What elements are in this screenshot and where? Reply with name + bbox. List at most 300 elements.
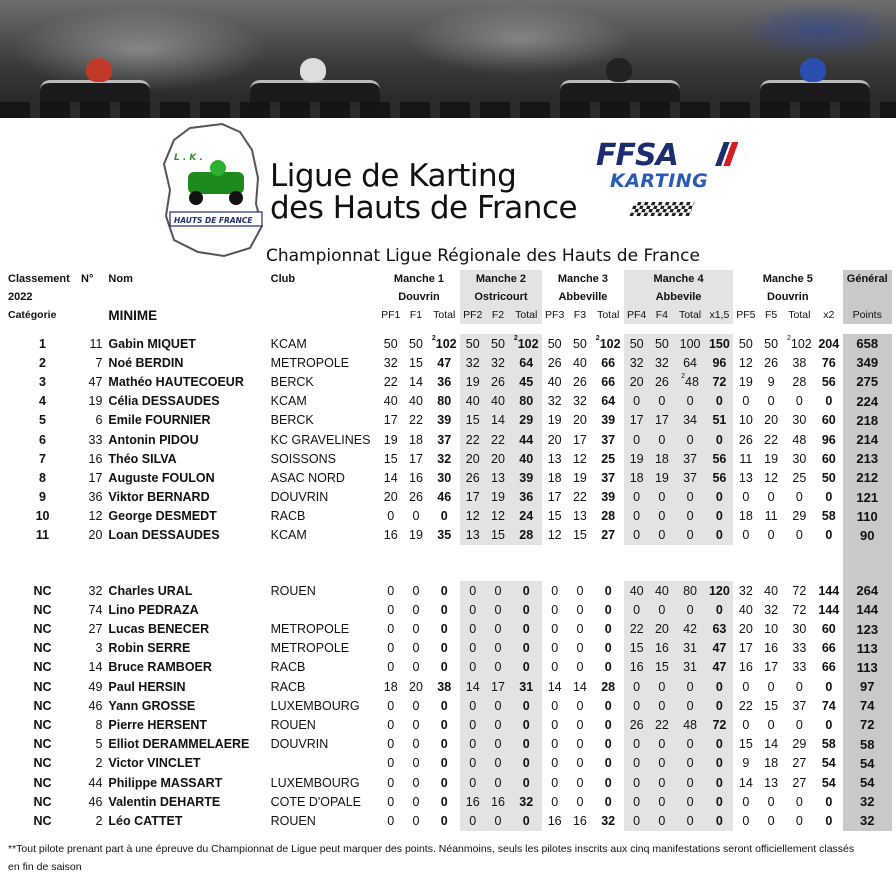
rank-cell: 3 bbox=[39, 374, 46, 389]
league-title bbox=[270, 160, 577, 224]
score-cell: 32 bbox=[383, 355, 398, 370]
kart-number-cell: 14 bbox=[88, 660, 103, 675]
score-cell: 22 bbox=[649, 715, 674, 734]
rank-cell: 6 bbox=[39, 432, 46, 447]
score-cell: 0 bbox=[460, 619, 485, 638]
score-cell: 0 bbox=[649, 677, 674, 696]
score-cell: 0 bbox=[674, 773, 705, 792]
score-cell: 15 bbox=[649, 658, 674, 677]
general-points-cell: 113 bbox=[843, 658, 892, 677]
score-cell: 0 bbox=[511, 581, 542, 600]
score-cell: 0 bbox=[624, 792, 649, 811]
score-cell: 0 bbox=[706, 488, 733, 507]
score-cell: 40 bbox=[764, 583, 779, 598]
score-cell: 39 bbox=[601, 413, 616, 428]
score-cell: 18 bbox=[649, 449, 674, 468]
score-cell: 0 bbox=[742, 717, 750, 732]
col-pf4: PF4 bbox=[624, 306, 649, 324]
league-title-line2: des Hauts de France bbox=[270, 190, 578, 226]
header-row-3 bbox=[4, 306, 892, 324]
score-cell: 0 bbox=[742, 490, 750, 505]
score-cell: 0 bbox=[825, 679, 833, 694]
score-cell: 28 bbox=[601, 509, 616, 524]
score-cell: 0 bbox=[412, 737, 420, 752]
section-gap bbox=[4, 545, 892, 581]
score-cell: 22 bbox=[738, 698, 753, 713]
score-cell: 19 bbox=[409, 528, 423, 543]
score-cell: 0 bbox=[576, 756, 584, 771]
rank-cell: NC bbox=[33, 794, 52, 809]
kart-number-cell: 46 bbox=[88, 698, 103, 713]
rank-cell: NC bbox=[33, 756, 52, 771]
score-cell: 0 bbox=[649, 754, 674, 773]
table-row bbox=[4, 449, 892, 468]
score-cell: $^2$48 bbox=[674, 372, 705, 391]
club-cell: KCAM bbox=[270, 336, 307, 351]
score-cell: 32 bbox=[764, 602, 779, 617]
score-cell: 0 bbox=[387, 756, 395, 771]
classement-header: Classement bbox=[8, 273, 70, 285]
general-points-cell: 74 bbox=[843, 696, 892, 715]
club-cell: BERCK bbox=[270, 374, 314, 389]
score-cell: 96 bbox=[821, 432, 836, 447]
score-cell: 0 bbox=[511, 639, 542, 658]
score-cell: 0 bbox=[485, 735, 510, 754]
score-cell: 40 bbox=[547, 374, 562, 389]
rank-cell: 1 bbox=[39, 336, 46, 351]
score-cell: 72 bbox=[792, 583, 807, 598]
score-cell: 0 bbox=[412, 622, 420, 637]
score-cell: 0 bbox=[485, 600, 510, 619]
driver-name-cell: George DESMEDT bbox=[108, 509, 217, 524]
table-row bbox=[4, 411, 892, 430]
footnote bbox=[8, 840, 888, 876]
table-row bbox=[4, 754, 892, 773]
score-cell: 16 bbox=[383, 528, 398, 543]
score-cell: 9 bbox=[742, 756, 750, 771]
score-cell: 0 bbox=[649, 773, 674, 792]
score-cell: 40 bbox=[511, 449, 542, 468]
score-cell: 12 bbox=[738, 355, 753, 370]
table-row bbox=[4, 735, 892, 754]
club-cell: KCAM bbox=[270, 528, 307, 543]
rank-cell: NC bbox=[33, 602, 52, 617]
score-cell: 76 bbox=[821, 355, 836, 370]
score-cell: 26 bbox=[409, 490, 423, 505]
score-cell: 0 bbox=[674, 392, 705, 411]
score-cell: 0 bbox=[440, 622, 448, 637]
table-row bbox=[4, 581, 892, 600]
score-cell: 47 bbox=[706, 639, 733, 658]
club-cell: ROUEN bbox=[270, 583, 316, 598]
col-f1: F1 bbox=[409, 309, 423, 321]
club-cell: ROUEN bbox=[270, 717, 316, 732]
club-header: Club bbox=[270, 273, 296, 285]
score-cell: 0 bbox=[460, 696, 485, 715]
score-cell: 0 bbox=[795, 717, 803, 732]
score-cell: 15 bbox=[409, 355, 423, 370]
score-cell: 0 bbox=[624, 677, 649, 696]
score-cell: 50 bbox=[764, 336, 779, 351]
score-cell: 0 bbox=[795, 679, 803, 694]
pole-marker: 2 bbox=[681, 372, 686, 380]
score-cell: 0 bbox=[674, 677, 705, 696]
ffsa-karting-text: KARTING bbox=[610, 170, 709, 192]
score-cell: 0 bbox=[624, 773, 649, 792]
score-cell: 0 bbox=[576, 622, 584, 637]
score-cell: 0 bbox=[604, 641, 612, 656]
score-cell: 0 bbox=[440, 641, 448, 656]
score-cell: 0 bbox=[460, 811, 485, 830]
score-cell: 120 bbox=[706, 581, 733, 600]
score-cell: 39 bbox=[601, 490, 616, 505]
col-total2: Total bbox=[511, 306, 542, 324]
championship-title: Championnat Ligue Régionale des Hauts de France bbox=[266, 246, 700, 266]
score-cell: 0 bbox=[387, 509, 395, 524]
score-cell: 40 bbox=[738, 602, 753, 617]
score-cell: 32 bbox=[511, 792, 542, 811]
score-cell: 20 bbox=[764, 413, 779, 428]
driver-name-cell: Antonin PIDOU bbox=[108, 432, 199, 447]
manche-4-header: Manche 4 bbox=[624, 270, 733, 288]
score-cell: 0 bbox=[795, 528, 803, 543]
score-cell: 50 bbox=[485, 334, 510, 353]
score-cell: 30 bbox=[792, 413, 807, 428]
score-cell: 26 bbox=[572, 374, 587, 389]
score-cell: 0 bbox=[576, 794, 584, 809]
score-cell: 0 bbox=[551, 737, 559, 752]
score-cell: 15 bbox=[383, 451, 398, 466]
score-cell: 20 bbox=[383, 490, 398, 505]
score-cell: 0 bbox=[440, 583, 448, 598]
score-cell: 0 bbox=[706, 735, 733, 754]
score-cell: 0 bbox=[460, 735, 485, 754]
score-cell: 28 bbox=[511, 526, 542, 545]
score-cell: 0 bbox=[767, 717, 775, 732]
score-cell: 0 bbox=[742, 679, 750, 694]
general-points-cell: 90 bbox=[843, 526, 892, 545]
tyre-barrier bbox=[0, 102, 896, 118]
rank-cell: 7 bbox=[39, 451, 46, 466]
col-pf3: PF3 bbox=[545, 309, 565, 321]
score-cell: 16 bbox=[649, 639, 674, 658]
score-cell: 48 bbox=[792, 432, 807, 447]
score-cell: 0 bbox=[551, 622, 559, 637]
score-cell: 51 bbox=[706, 411, 733, 430]
kart-number-cell: 33 bbox=[88, 432, 103, 447]
score-cell: 13 bbox=[460, 526, 485, 545]
pole-marker: 2 bbox=[431, 334, 436, 342]
general-points-cell: 224 bbox=[843, 392, 892, 411]
score-cell: 0 bbox=[795, 394, 803, 409]
kart-number-cell: 3 bbox=[95, 641, 103, 656]
score-cell: 0 bbox=[576, 641, 584, 656]
score-cell: 0 bbox=[387, 583, 395, 598]
map-initials-text: L . K . bbox=[174, 153, 203, 163]
score-cell: 0 bbox=[624, 430, 649, 449]
col-f3: F3 bbox=[573, 309, 587, 321]
score-cell: 0 bbox=[551, 717, 559, 732]
score-cell: 0 bbox=[387, 794, 395, 809]
score-cell: 66 bbox=[821, 660, 836, 675]
score-cell: 19 bbox=[383, 432, 398, 447]
rank-cell: NC bbox=[33, 583, 52, 598]
score-cell: 0 bbox=[387, 622, 395, 637]
score-cell: 0 bbox=[624, 811, 649, 830]
score-cell: 0 bbox=[440, 775, 448, 790]
general-points-cell: 658 bbox=[843, 334, 892, 353]
score-cell: 0 bbox=[387, 698, 395, 713]
score-cell: 22 bbox=[409, 413, 423, 428]
score-cell: 32 bbox=[738, 583, 753, 598]
score-cell: 26 bbox=[738, 432, 753, 447]
score-cell: 0 bbox=[387, 717, 395, 732]
score-cell: 36 bbox=[437, 374, 452, 389]
score-cell: 14 bbox=[572, 679, 587, 694]
score-cell: 80 bbox=[511, 392, 542, 411]
score-cell: 63 bbox=[706, 619, 733, 638]
kart-number-cell: 19 bbox=[88, 394, 103, 409]
score-cell: 17 bbox=[383, 413, 398, 428]
score-cell: 15 bbox=[624, 639, 649, 658]
general-points-cell: 121 bbox=[843, 488, 892, 507]
score-cell: 0 bbox=[604, 583, 612, 598]
table-row bbox=[4, 677, 892, 696]
score-cell: 0 bbox=[412, 509, 420, 524]
score-cell: 0 bbox=[576, 775, 584, 790]
score-cell: 20 bbox=[547, 432, 562, 447]
col-f4: F4 bbox=[649, 306, 674, 324]
score-cell: 0 bbox=[551, 660, 559, 675]
score-cell: 0 bbox=[412, 717, 420, 732]
score-cell: 80 bbox=[437, 394, 452, 409]
score-cell: 50 bbox=[383, 336, 398, 351]
score-cell: 0 bbox=[604, 660, 612, 675]
score-cell: 0 bbox=[460, 658, 485, 677]
kart-number-cell: 5 bbox=[95, 737, 103, 752]
score-cell: 0 bbox=[551, 698, 559, 713]
score-cell: 16 bbox=[764, 641, 779, 656]
score-cell: 0 bbox=[412, 583, 420, 598]
score-cell: 40 bbox=[460, 392, 485, 411]
driver-name-cell: Charles URAL bbox=[108, 583, 193, 598]
general-points-cell: 264 bbox=[843, 581, 892, 600]
score-cell: $^2$102 bbox=[595, 334, 621, 351]
club-cell: LUXEMBOURG bbox=[270, 698, 360, 713]
driver-name-cell: Emile FOURNIER bbox=[108, 413, 211, 428]
score-cell: 0 bbox=[706, 392, 733, 411]
score-cell: 32 bbox=[460, 353, 485, 372]
kart-number-cell: 27 bbox=[88, 622, 103, 637]
score-cell: 47 bbox=[706, 658, 733, 677]
score-cell: 50 bbox=[624, 334, 649, 353]
general-header: Général bbox=[843, 270, 892, 288]
score-cell: 10 bbox=[738, 413, 753, 428]
club-cell: KCAM bbox=[270, 394, 307, 409]
score-cell: 30 bbox=[792, 622, 807, 637]
table-row bbox=[4, 372, 892, 391]
score-cell: 20 bbox=[624, 372, 649, 391]
score-cell: 26 bbox=[547, 355, 562, 370]
general-points-cell: 349 bbox=[843, 353, 892, 372]
score-cell: 0 bbox=[706, 526, 733, 545]
score-cell: 54 bbox=[821, 775, 836, 790]
score-cell: 0 bbox=[624, 526, 649, 545]
score-cell: 0 bbox=[576, 660, 584, 675]
driver-name-cell: Paul HERSIN bbox=[108, 679, 186, 694]
col-total3: Total bbox=[597, 309, 620, 321]
rank-cell: 2 bbox=[39, 355, 46, 370]
score-cell: 0 bbox=[440, 737, 448, 752]
score-cell: 0 bbox=[706, 430, 733, 449]
score-cell: 0 bbox=[485, 811, 510, 830]
score-cell: 58 bbox=[821, 737, 836, 752]
rank-cell: NC bbox=[33, 698, 52, 713]
score-cell: 37 bbox=[674, 468, 705, 487]
score-cell: 32 bbox=[547, 394, 562, 409]
table-row bbox=[4, 507, 892, 526]
table-row bbox=[4, 353, 892, 372]
score-cell: 64 bbox=[601, 394, 616, 409]
club-cell: METROPOLE bbox=[270, 641, 350, 656]
score-cell: 16 bbox=[485, 792, 510, 811]
header-row-1 bbox=[4, 270, 892, 288]
score-cell: 26 bbox=[649, 372, 674, 391]
score-cell: 34 bbox=[674, 411, 705, 430]
club-cell: RACB bbox=[270, 679, 306, 694]
score-cell: 0 bbox=[412, 698, 420, 713]
driver-name-cell: Lucas BENECER bbox=[108, 622, 210, 637]
score-cell: 20 bbox=[485, 449, 510, 468]
driver-name-cell: Loan DESSAUDES bbox=[108, 528, 220, 543]
score-cell: 0 bbox=[460, 581, 485, 600]
score-cell: 0 bbox=[387, 737, 395, 752]
score-cell: 27 bbox=[792, 756, 807, 771]
ffsa-karting-logo bbox=[596, 138, 746, 198]
score-cell: 0 bbox=[742, 794, 750, 809]
score-cell: 26 bbox=[460, 468, 485, 487]
score-cell: 0 bbox=[795, 794, 803, 809]
score-cell: 33 bbox=[792, 660, 807, 675]
general-points-cell: 218 bbox=[843, 411, 892, 430]
score-cell: 15 bbox=[572, 528, 587, 543]
pole-marker: 2 bbox=[595, 334, 600, 342]
score-cell: 0 bbox=[624, 507, 649, 526]
score-cell: 40 bbox=[624, 581, 649, 600]
pole-marker: 2 bbox=[786, 334, 791, 342]
rank-cell: NC bbox=[33, 641, 52, 656]
results-table bbox=[4, 270, 892, 831]
score-cell: 0 bbox=[604, 717, 612, 732]
score-cell: 28 bbox=[601, 679, 616, 694]
driver-name-cell: Théo SILVA bbox=[108, 451, 177, 466]
manche-2-header: Manche 2 bbox=[460, 270, 542, 288]
score-cell: 0 bbox=[706, 507, 733, 526]
club-cell: KC GRAVELINES bbox=[270, 432, 371, 447]
score-cell: 60 bbox=[821, 413, 836, 428]
score-cell: 56 bbox=[821, 374, 836, 389]
score-cell: 37 bbox=[674, 449, 705, 468]
club-cell: BERCK bbox=[270, 413, 314, 428]
col-f5: F5 bbox=[764, 309, 778, 321]
score-cell: 18 bbox=[547, 470, 562, 485]
score-cell: 0 bbox=[576, 717, 584, 732]
general-points-cell: 32 bbox=[843, 811, 892, 830]
general-points-cell: 214 bbox=[843, 430, 892, 449]
header-photo-banner bbox=[0, 0, 896, 118]
driver-name-cell: Lino PEDRAZA bbox=[108, 602, 199, 617]
general-points-cell: 58 bbox=[843, 735, 892, 754]
score-cell: 16 bbox=[409, 470, 423, 485]
score-cell: 0 bbox=[440, 698, 448, 713]
score-cell: 50 bbox=[649, 334, 674, 353]
categorie-header: Catégorie bbox=[8, 309, 57, 321]
score-cell: 17 bbox=[738, 641, 753, 656]
score-cell: 0 bbox=[460, 754, 485, 773]
score-cell: 13 bbox=[485, 468, 510, 487]
score-cell: 19 bbox=[764, 451, 779, 466]
score-cell: 50 bbox=[409, 336, 423, 351]
score-cell: 0 bbox=[767, 679, 775, 694]
map-label-text: HAUTS DE FRANCE bbox=[174, 216, 253, 225]
score-cell: 0 bbox=[674, 526, 705, 545]
kart-number-cell: 2 bbox=[95, 813, 103, 828]
kart-number-cell: 11 bbox=[89, 336, 103, 351]
table-row bbox=[4, 392, 892, 411]
score-cell: 44 bbox=[511, 430, 542, 449]
table-row bbox=[4, 526, 892, 545]
score-cell: 31 bbox=[674, 658, 705, 677]
score-cell: 40 bbox=[572, 355, 587, 370]
score-cell: 17 bbox=[649, 411, 674, 430]
score-cell: 0 bbox=[649, 792, 674, 811]
manche-4-place: Abbevile bbox=[624, 288, 733, 306]
score-cell: 0 bbox=[387, 775, 395, 790]
manche-5-header: Manche 5 bbox=[762, 273, 813, 285]
score-cell: 0 bbox=[624, 600, 649, 619]
kart-number-cell: 47 bbox=[88, 374, 103, 389]
score-cell: 18 bbox=[409, 432, 423, 447]
score-cell: 25 bbox=[601, 451, 616, 466]
num-header: N° bbox=[81, 273, 94, 285]
score-cell: 0 bbox=[485, 639, 510, 658]
driver-name-cell: Noé BERDIN bbox=[108, 355, 184, 370]
score-cell: 17 bbox=[485, 677, 510, 696]
score-cell: 15 bbox=[764, 698, 779, 713]
club-cell: DOUVRIN bbox=[270, 737, 329, 752]
score-cell: 0 bbox=[706, 811, 733, 830]
score-cell: 19 bbox=[738, 374, 753, 389]
score-cell: 0 bbox=[706, 792, 733, 811]
table-row bbox=[4, 658, 892, 677]
score-cell: 0 bbox=[387, 641, 395, 656]
score-cell: 0 bbox=[674, 488, 705, 507]
score-cell: 0 bbox=[460, 773, 485, 792]
score-cell: 0 bbox=[576, 698, 584, 713]
score-cell: 0 bbox=[440, 602, 448, 617]
driver-name-cell: Pierre HERSENT bbox=[108, 717, 208, 732]
score-cell: 204 bbox=[818, 336, 840, 351]
score-cell: 0 bbox=[485, 754, 510, 773]
table-row bbox=[4, 773, 892, 792]
helmet-shape bbox=[300, 58, 326, 82]
manche-3-place: Abbeville bbox=[558, 291, 608, 303]
header-row-2 bbox=[4, 288, 892, 306]
score-cell: 0 bbox=[576, 737, 584, 752]
score-cell: 29 bbox=[792, 509, 807, 524]
footnote-line1: **Tout pilote prenant part à une épreuve du Championnat de Ligue peut marquer des points. Néanmoins, seuls les pilotes inscrits aux cinq manifestations seront officiellement classés bbox=[8, 843, 855, 855]
score-cell: 13 bbox=[738, 470, 753, 485]
